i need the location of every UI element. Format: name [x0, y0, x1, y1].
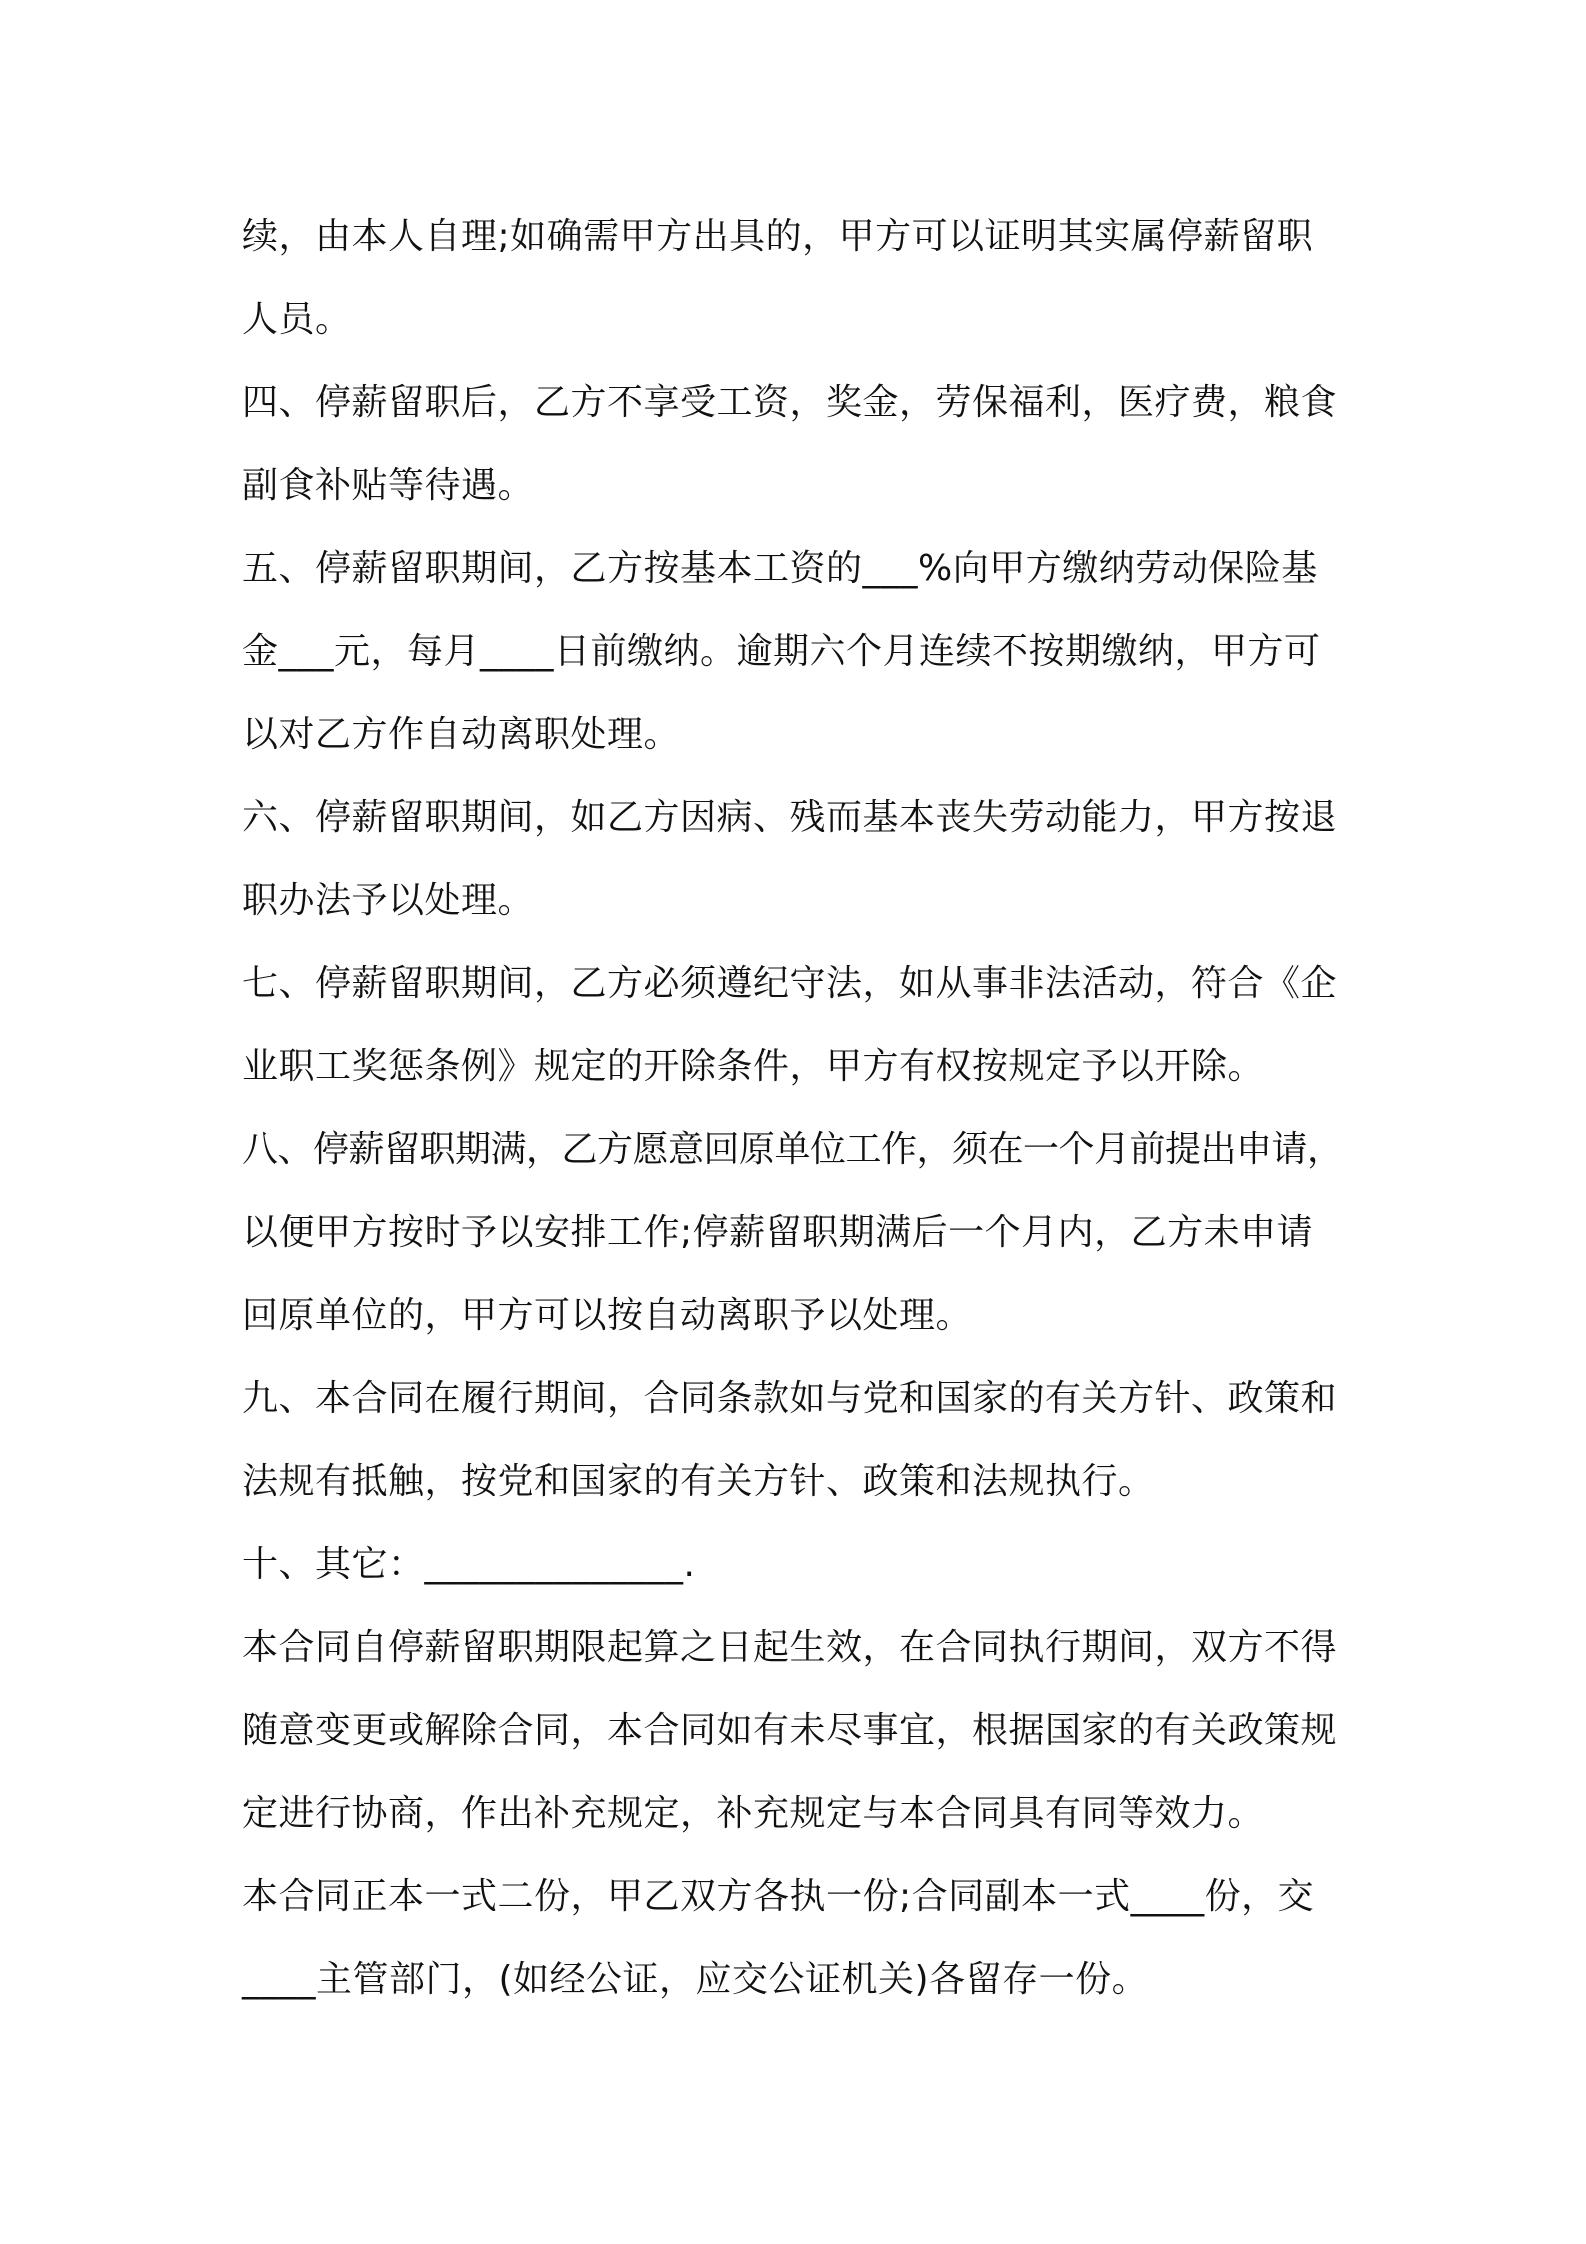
copies-paragraph-line-2: ____主管部门，(如经公证，应交公证机关)各留存一份。 [242, 1959, 1149, 2000]
clause-6-line-2: 职办法予以处理。 [242, 880, 535, 921]
clause-4-line-2: 副食补贴等待遇。 [242, 465, 535, 506]
copies-paragraph-line-1: 本合同正本一式二份，甲乙双方各执一份;合同副本一式____份，交 [242, 1876, 1315, 1917]
text-line-2: 人员。 [242, 299, 352, 340]
clause-4-line-1: 四、停薪留职后，乙方不享受工资，奖金，劳保福利，医疗费，粮食 [242, 382, 1338, 423]
clause-9-line-1: 九、本合同在履行期间，合同条款如与党和国家的有关方针、政策和 [242, 1378, 1338, 1419]
document-body [242, 195, 1362, 2021]
clause-9-line-2: 法规有抵触，按党和国家的有关方针、政策和法规执行。 [242, 1461, 1155, 1502]
text-line-1: 续，由本人自理;如确需甲方出具的，甲方可以证明其实属停薪留职 [242, 216, 1314, 257]
clause-8-line-1: 八、停薪留职期满，乙方愿意回原单位工作，须在一个月前提出申请， [242, 1129, 1343, 1170]
clause-6-line-1: 六、停薪留职期间，如乙方因病、残而基本丧失劳动能力，甲方按退 [242, 797, 1338, 838]
clause-10-line: 十、其它：______________. [242, 1544, 696, 1585]
clause-8-line-3: 回原单位的，甲方可以按自动离职予以处理。 [242, 1295, 973, 1336]
clause-5-line-2: 金___元，每月____日前缴纳。逾期六个月连续不按期缴纳，甲方可 [242, 631, 1321, 672]
clause-5-line-1: 五、停薪留职期间，乙方按基本工资的___%向甲方缴纳劳动保险基 [242, 548, 1318, 589]
effect-paragraph-line-1: 本合同自停薪留职期限起算之日起生效，在合同执行期间，双方不得 [242, 1627, 1338, 1668]
effect-paragraph-line-3: 定进行协商，作出补充规定，补充规定与本合同具有同等效力。 [242, 1793, 1265, 1834]
clause-7-line-1: 七、停薪留职期间，乙方必须遵纪守法，如从事非法活动，符合《企 [242, 963, 1338, 1004]
clause-8-line-2: 以便甲方按时予以安排工作;停薪留职期满后一个月内，乙方未申请 [242, 1212, 1314, 1253]
clause-5-line-3: 以对乙方作自动离职处理。 [242, 714, 681, 755]
clause-7-line-2: 业职工奖惩条例》规定的开除条件，甲方有权按规定予以开除。 [242, 1046, 1265, 1087]
effect-paragraph-line-2: 随意变更或解除合同，本合同如有未尽事宜，根据国家的有关政策规 [242, 1710, 1338, 1751]
